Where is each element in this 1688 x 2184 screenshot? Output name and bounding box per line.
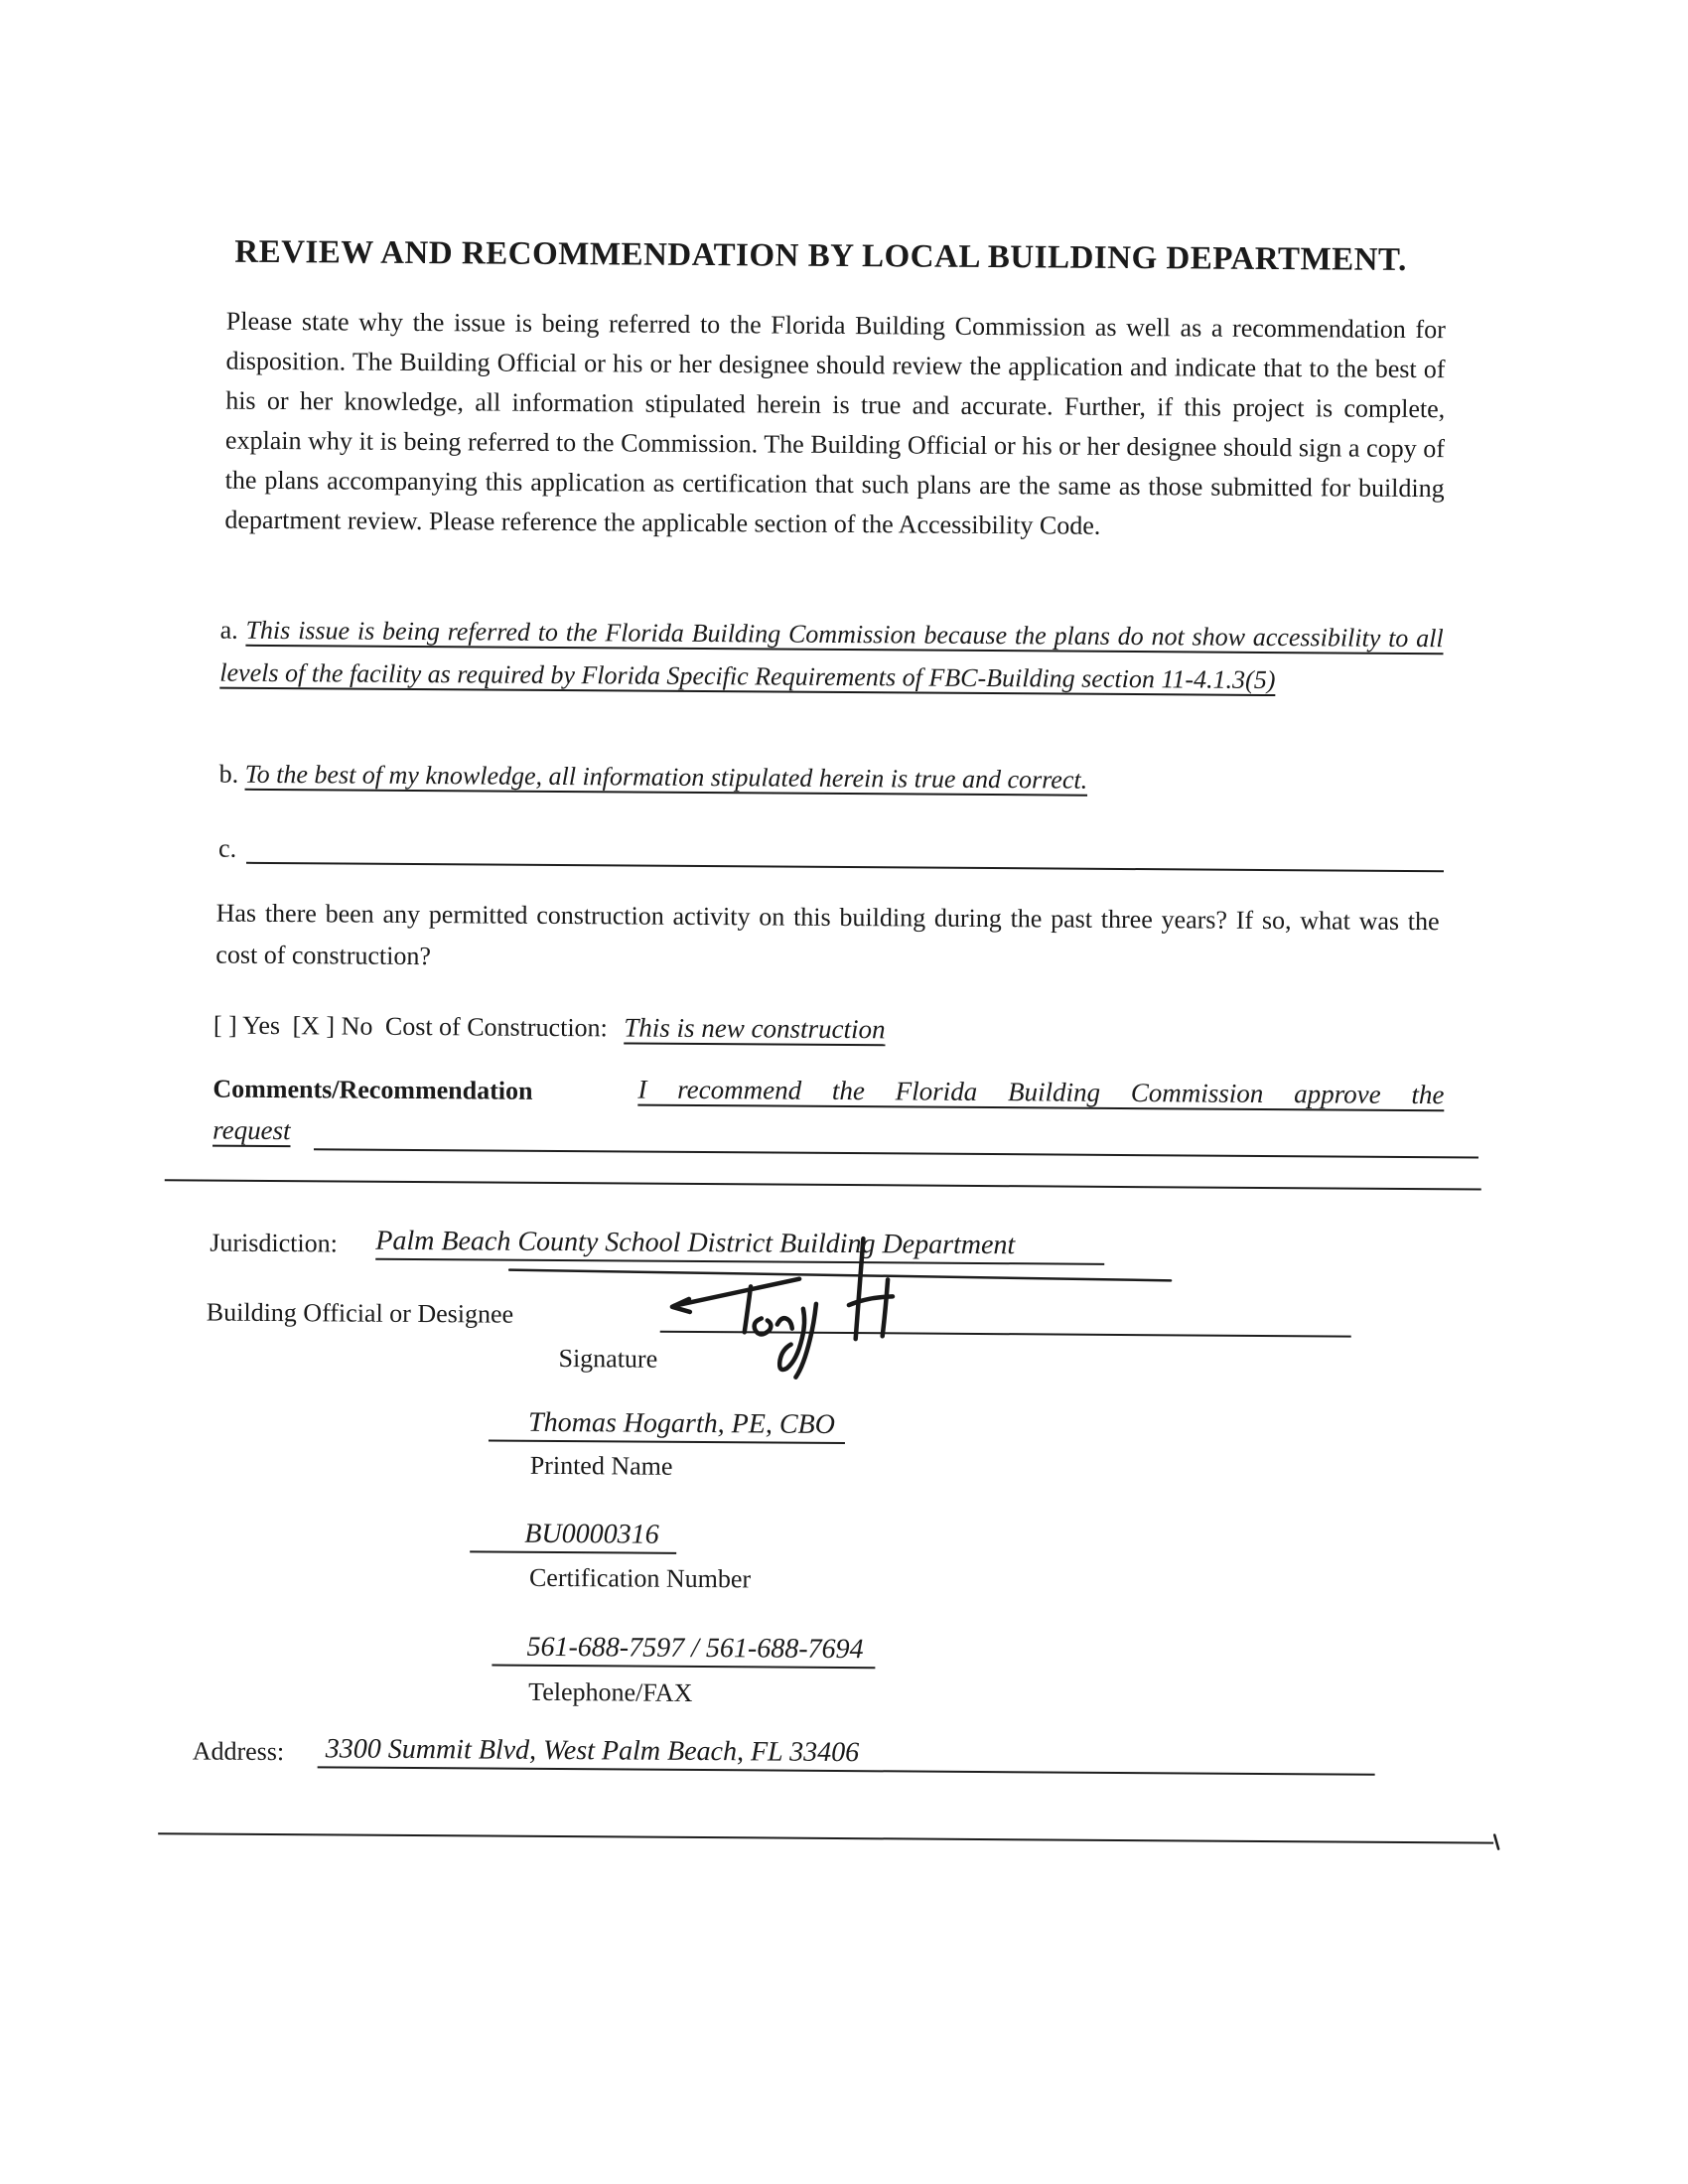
- comments-value-line2: request: [212, 1114, 291, 1146]
- item-a-value: This issue is being referred to the Florida Building Commission because the plans do not show accessibility to all levels of the facility as required by Florida Specific Requirements of FBC-Building section 11-4.1.3(5): [219, 615, 1444, 695]
- yes-checkbox: [ ] Yes: [212, 1010, 281, 1041]
- certification-number-label: Certification Number: [528, 1562, 752, 1594]
- signature-label: Signature: [558, 1344, 658, 1374]
- address-value: 3300 Summit Blvd, West Palm Beach, FL 33406: [318, 1732, 1376, 1775]
- construction-question: Has there been any permitted construction activity on this building during the past three years? If so, what was the cost of construction?: [215, 898, 1440, 971]
- printed-name-value: Thomas Hogarth, PE, CBO: [489, 1406, 845, 1444]
- referral-item-c-prefix: c.: [218, 833, 237, 863]
- cost-label: Cost of Construction:: [384, 1011, 608, 1043]
- comments-value-line1: I recommend the Florida Building Commission approve the: [637, 1074, 1445, 1110]
- address-label: Address:: [192, 1736, 285, 1767]
- no-checkbox: [X ] No: [292, 1011, 373, 1041]
- referral-item-a: [219, 609, 1444, 703]
- jurisdiction-label: Jurisdiction:: [210, 1228, 339, 1258]
- intro-paragraph: Please state why the issue is being referred to the Florida Building Commission as well as a recommendation for disposition. The Building Official or his or her designee should review the application and indicate that to the best of his or her knowledge, all information stipulated herein is true and accurate. Further, if this project is complete, explain why it is being referred to the Commission. The Building Official or his or her designee should sign a copy of the plans accompanying this application as certification that such plans are the same as those submitted for building department review. Please reference the applicable section of the Accessibility Code.: [224, 306, 1446, 540]
- signature-line: [660, 1331, 1351, 1338]
- telephone-fax-label: Telephone/FAX: [528, 1676, 693, 1707]
- comments-label: Comments/Recommendation: [212, 1074, 533, 1105]
- building-official-label: Building Official or Designee: [206, 1297, 514, 1329]
- item-a-prefix: a.: [219, 615, 238, 645]
- printed-name-label: Printed Name: [529, 1450, 673, 1481]
- item-b-prefix: b.: [218, 759, 239, 789]
- page-title: REVIEW AND RECOMMENDATION BY LOCAL BUILDING DEPARTMENT.: [234, 233, 1407, 278]
- referral-item-b: [218, 753, 1442, 804]
- bottom-rule: [158, 1832, 1493, 1843]
- comments-second-blank-line: [165, 1179, 1481, 1190]
- item-c-blank-line: [246, 862, 1444, 872]
- cost-of-construction-line: [213, 1009, 886, 1047]
- certification-number-value: BU0000316: [470, 1517, 677, 1553]
- telephone-fax-value: 561-688-7597 / 561-688-7694: [492, 1631, 875, 1669]
- jurisdiction-value: Palm Beach County School District Building Department: [375, 1225, 1104, 1265]
- comments-blank-line: [314, 1148, 1478, 1158]
- cost-value: This is new construction: [624, 1012, 886, 1045]
- item-b-value: To the best of my knowledge, all information stipulated herein is true and correct.: [244, 759, 1088, 795]
